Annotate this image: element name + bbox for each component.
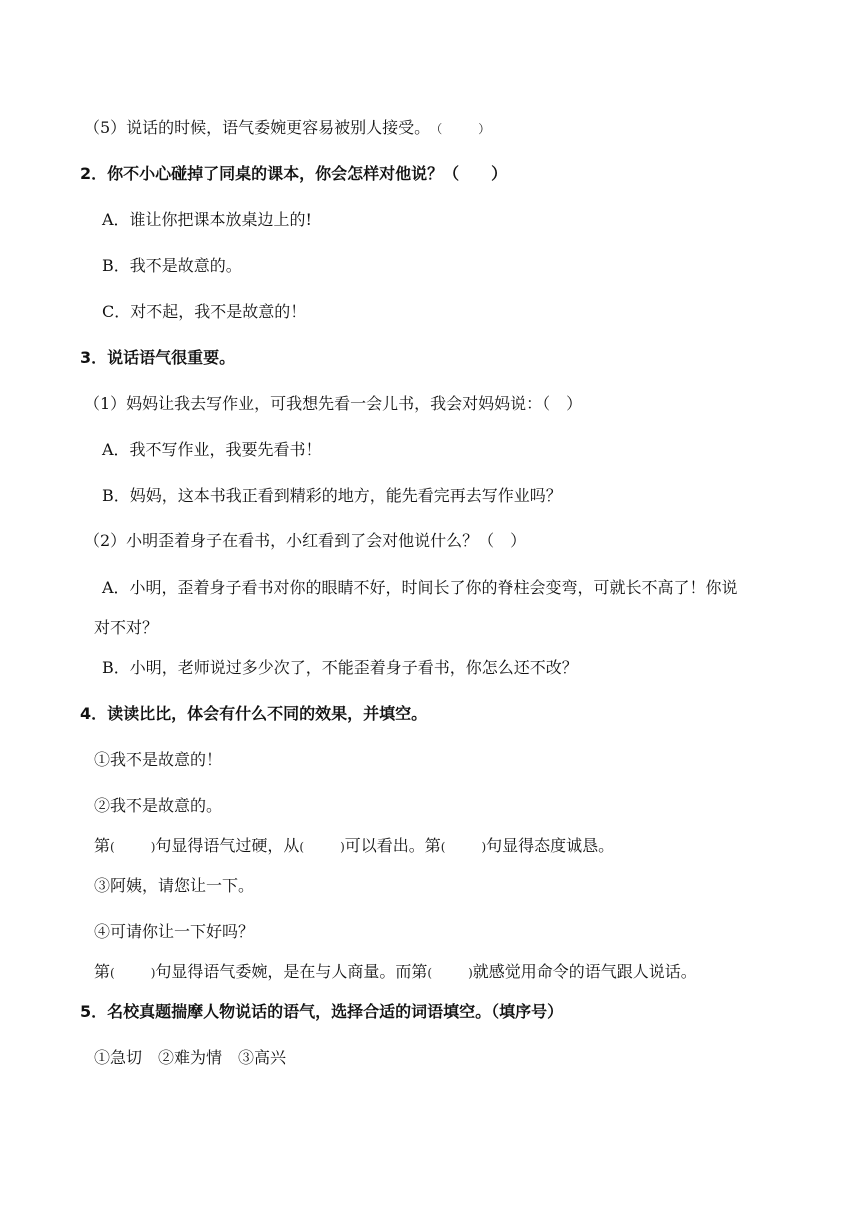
question-2-option-b: B．我不是故意的。	[102, 256, 242, 275]
question-3-1-option-a: A．我不写作业，我要先看书！	[102, 440, 322, 459]
answer-blank[interactable]: ( )	[110, 840, 156, 854]
question-4-sentence-1: ①我不是故意的！	[94, 750, 223, 769]
item-5-text: （5）说话的时候，语气委婉更容易被别人接受。	[84, 118, 431, 137]
answer-blank[interactable]: ( )	[299, 840, 345, 854]
question-5-title: 5．名校真题揣摩人物说话的语气，选择合适的词语填空。（填序号）	[80, 1002, 564, 1021]
question-2-option-c: C．对不起，我不是故意的！	[102, 302, 307, 321]
fill-text: 句显得语气过硬，从	[155, 836, 300, 855]
fill-text: 第	[94, 962, 111, 981]
question-4-fill-2	[94, 962, 697, 983]
fill-text: 可以看出。第	[344, 836, 441, 855]
question-2-title: 2．你不小心碰掉了同桌的课本，你会怎样对他说？（ ）	[80, 164, 508, 183]
question-4-sentence-4: ④可请你让一下好吗？	[94, 922, 255, 941]
answer-blank[interactable]: （ ）	[430, 122, 491, 136]
fill-text: 句显得语气委婉，是在与人商量。而第	[155, 962, 428, 981]
question-3-1-option-b: B．妈妈，这本书我正看到精彩的地方，能先看完再去写作业吗？	[102, 486, 562, 505]
question-2-option-a: A．谁让你把课本放桌边上的!	[102, 210, 312, 229]
question-3-2-option-a-line1: A．小明，歪着身子看书对你的眼睛不好，时间长了你的脊柱会变弯，可就长不高了！你说	[102, 578, 738, 597]
question-4-sentence-3: ③阿姨，请您让一下。	[94, 876, 255, 895]
question-4-sentence-2: ②我不是故意的。	[94, 796, 223, 815]
question-4-fill-1	[94, 836, 614, 857]
question-3-2-option-b: B．小明，老师说过多少次了，不能歪着身子看书，你怎么还不改？	[102, 658, 578, 677]
fill-text: 就感觉用命令的语气跟人说话。	[472, 962, 697, 981]
answer-blank[interactable]: ( )	[440, 840, 487, 854]
question-3-2-prompt: （2）小明歪着身子在看书，小红看到了会对他说什么？（ ）	[84, 531, 527, 550]
question-4-title: 4．读读比比，体会有什么不同的效果，并填空。	[80, 704, 428, 723]
item-5-statement	[84, 118, 490, 139]
question-3-2-option-a-line2: 对不对？	[94, 618, 159, 637]
answer-blank[interactable]: ( )	[427, 966, 473, 980]
question-3-title: 3．说话语气很重要。	[80, 348, 236, 367]
fill-text: 句显得态度诚恳。	[486, 836, 615, 855]
answer-blank[interactable]: ( )	[110, 966, 156, 980]
fill-text: 第	[94, 836, 111, 855]
question-3-1-prompt: （1）妈妈让我去写作业，可我想先看一会儿书，我会对妈妈说：（ ）	[84, 394, 583, 413]
question-5-word-options: ①急切 ②难为情 ③高兴	[94, 1048, 287, 1067]
